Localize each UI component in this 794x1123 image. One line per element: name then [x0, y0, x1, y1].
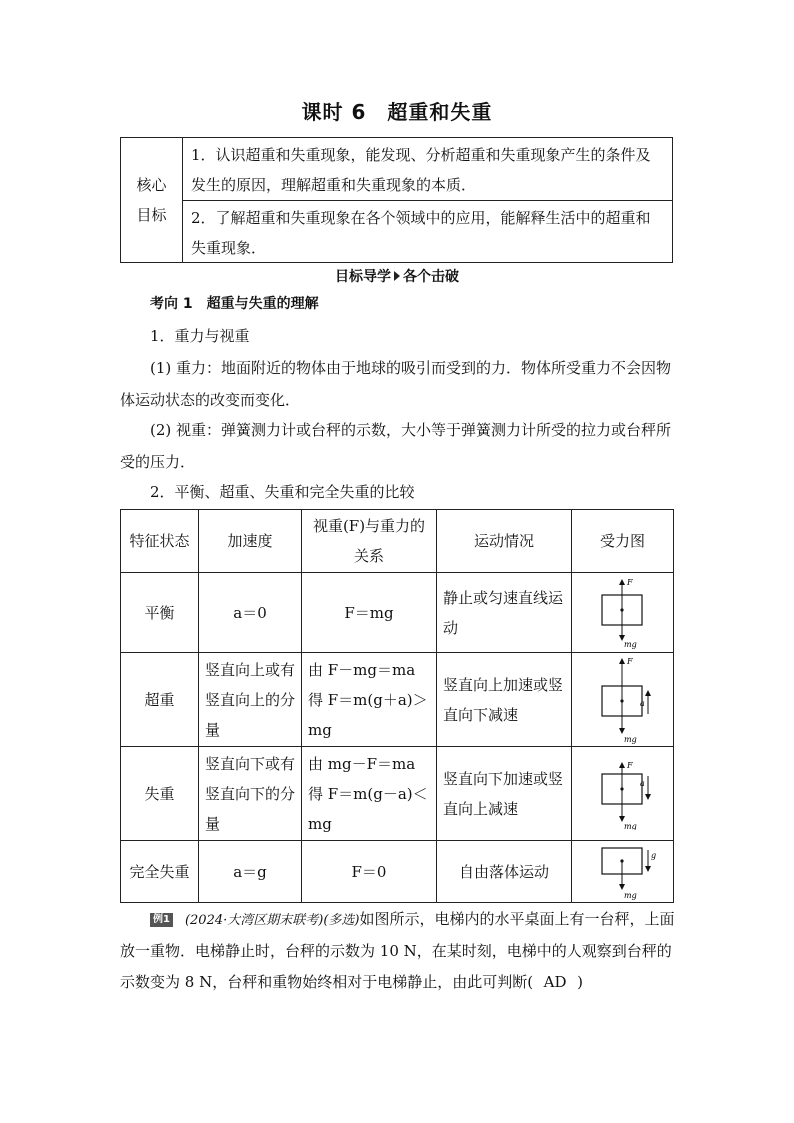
core-goals-label [121, 138, 183, 262]
row-acceleration: 竖直向下或有竖直向下的分量 [199, 747, 302, 841]
label-mg: mg [623, 639, 637, 649]
row-state: 完全失重 [121, 841, 199, 903]
item1-paragraph2: (2) 视重：弹簧测力计或台秤的示数，大小等于弹簧测力计所受的拉力或台秤所受的压力． [120, 421, 672, 471]
label-mg: mg [623, 734, 637, 744]
header-motion: 运动情况 [437, 510, 572, 573]
core-goals-label-line2: 目标 [136, 206, 167, 224]
example-problem [120, 904, 676, 998]
label-F: F [626, 656, 633, 666]
comparison-table [120, 509, 674, 903]
banner-right: 各个击破 [403, 269, 459, 285]
play-triangle-icon [394, 271, 400, 281]
header-state: 特征状态 [121, 510, 199, 573]
item1-paragraph1: (1) 重力：地面附近的物体由于地球的吸引而受到的力．物体所受重力不会因物体运动状态的改变而变化． [120, 359, 672, 409]
row-motion: 自由落体运动 [437, 841, 572, 903]
force-diagram-balance [572, 573, 674, 653]
core-goal-1: 1．认识超重和失重现象，能发现、分析超重和失重现象产生的条件及发生的原因，理解超重和失重现象的本质． [183, 138, 672, 201]
table-row [121, 841, 674, 903]
row-relation: F＝mg [302, 573, 437, 653]
item1-title: 1．重力与视重 [150, 327, 250, 345]
row-state: 失重 [121, 747, 199, 841]
row-motion: 竖直向下加速或竖直向上减速 [437, 747, 572, 841]
label-mg: mg [623, 890, 637, 900]
row-relation: 由 F－mg＝ma 得 F＝m(g＋a)＞mg [302, 653, 437, 747]
row-acceleration: a＝g [199, 841, 302, 903]
table-row [121, 747, 674, 841]
table-row [121, 653, 674, 747]
row-motion: 静止或匀速直线运动 [437, 573, 572, 653]
row-acceleration: a＝0 [199, 573, 302, 653]
force-diagram-complete-weightless [572, 841, 674, 903]
table-header-row [121, 510, 674, 573]
label-a: a [639, 778, 645, 788]
example-answer: AD [543, 973, 567, 991]
section-heading: 考向 1 超重与失重的理解 [150, 296, 319, 312]
row-relation: F＝0 [302, 841, 437, 903]
core-goals-box [120, 137, 673, 263]
force-diagram-balance-icon [588, 577, 658, 649]
force-diagram-complete-weightless-icon [588, 844, 658, 900]
core-goal-2: 2．了解超重和失重现象在各个领域中的应用，能解释生活中的超重和失重现象． [191, 209, 651, 257]
example-badge: 例1 [150, 913, 173, 927]
header-relation: 视重(F)与重力的关系 [302, 510, 437, 573]
example-close: ) [577, 973, 583, 991]
force-diagram-overweight [572, 653, 674, 747]
banner-left: 目标导学 [335, 269, 391, 285]
force-diagram-weightless [572, 747, 674, 841]
row-state: 平衡 [121, 573, 199, 653]
example-text: 如图所示，电梯内的水平桌面上有一台秤，上面放一重物．电梯静止时，台秤的示数为 10 N，在某时刻，电梯中的人观察到台秤的示数变为 8 N，台秤和重物始终相对于电梯静止，由此可判断( [120, 910, 675, 991]
label-mg: mg [623, 821, 637, 830]
force-diagram-weightless-icon [588, 758, 658, 830]
label-g: g [650, 850, 656, 860]
page-title: 课时 6 超重和失重 [301, 100, 493, 124]
row-acceleration: 竖直向上或有竖直向上的分量 [199, 653, 302, 747]
row-state: 超重 [121, 653, 199, 747]
table-row [121, 573, 674, 653]
header-acceleration: 加速度 [199, 510, 302, 573]
row-relation: 由 mg－F＝ma 得 F＝m(g－a)＜mg [302, 747, 437, 841]
label-F: F [626, 577, 633, 587]
header-force-diagram: 受力图 [572, 510, 674, 573]
row-motion: 竖直向上加速或竖直向下减速 [437, 653, 572, 747]
example-source: (2024·大湾区期末联考)(多选) [184, 913, 360, 928]
label-a: a [639, 698, 645, 708]
section-banner [0, 266, 794, 286]
force-diagram-overweight-icon [588, 656, 658, 744]
item2-title: 2．平衡、超重、失重和完全失重的比较 [150, 483, 415, 501]
label-F: F [626, 760, 633, 770]
core-goals-label-line1: 核心 [136, 176, 167, 194]
